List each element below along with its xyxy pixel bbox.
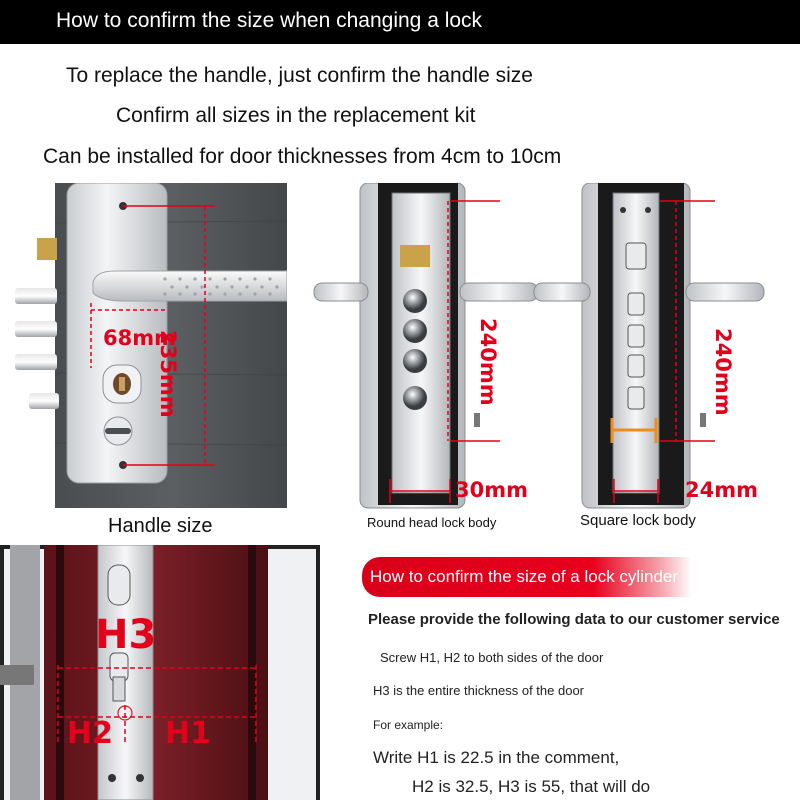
cylinder-banner-title: How to confirm the size of a lock cylinder bbox=[370, 567, 679, 586]
round-lock-photo bbox=[300, 183, 545, 513]
cylinder-illustration bbox=[0, 545, 320, 800]
provide-data-text: Please provide the following data to our customer service bbox=[368, 611, 780, 628]
square-lock-width-label: 24mm bbox=[685, 478, 758, 502]
h2-label: H2 bbox=[67, 716, 113, 751]
round-lock-height-label: 240mm bbox=[476, 318, 500, 406]
page-title: How to confirm the size when changing a lock bbox=[56, 9, 483, 32]
thickness-text: H3 is the entire thickness of the door bbox=[373, 683, 585, 698]
cylinder-banner bbox=[362, 557, 692, 597]
square-lock-photo bbox=[530, 183, 785, 513]
square-lock-height-label: 240mm bbox=[711, 328, 735, 416]
h3-label: H3 bbox=[95, 612, 157, 658]
handle-width-label: 68mm bbox=[103, 326, 176, 350]
handle-size-caption: Handle size bbox=[108, 515, 213, 537]
square-lock-illustration bbox=[530, 183, 785, 513]
example-label: For example: bbox=[373, 718, 444, 732]
screw-text: Screw H1, H2 to both sides of the door bbox=[380, 650, 604, 665]
round-lock-width-label: 30mm bbox=[455, 478, 528, 502]
round-lock-illustration bbox=[300, 183, 545, 513]
round-lock-caption: Round head lock body bbox=[367, 515, 497, 530]
intro-line-1: To replace the handle, just confirm the handle size bbox=[66, 64, 533, 87]
example-line-1: Write H1 is 22.5 in the comment, bbox=[373, 748, 620, 767]
handle-height-label: 235mm bbox=[156, 330, 180, 418]
square-lock-caption: Square lock body bbox=[580, 512, 696, 529]
header-bar bbox=[0, 0, 800, 44]
example-line-2: H2 is 32.5, H3 is 55, that will do bbox=[412, 777, 651, 796]
intro-line-3: Can be installed for door thicknesses from 4cm to 10cm bbox=[43, 145, 562, 168]
cylinder-photo bbox=[0, 545, 320, 800]
intro-line-2: Confirm all sizes in the replacement kit bbox=[116, 104, 476, 127]
h1-label: H1 bbox=[165, 716, 211, 751]
